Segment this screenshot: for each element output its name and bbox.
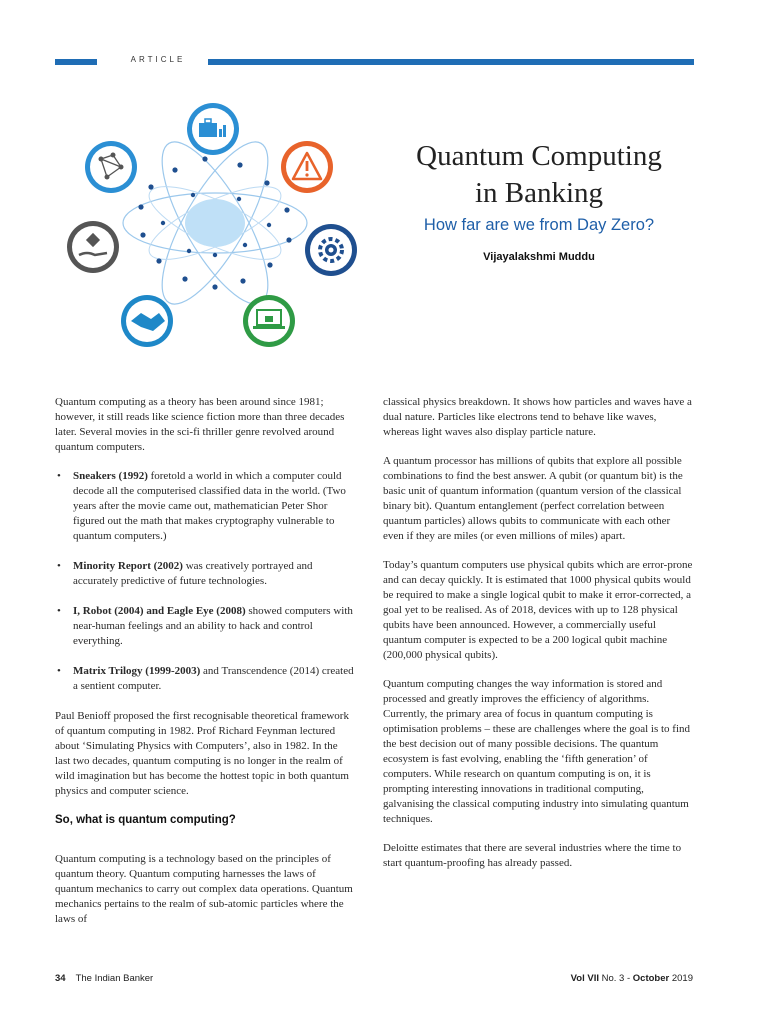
right-column — [383, 395, 693, 885]
header-rule-left — [55, 59, 97, 65]
warning-icon — [281, 141, 333, 193]
nucleus — [185, 199, 245, 247]
movie-list — [55, 469, 355, 694]
intro-paragraph: Quantum computing as a theory has been around since 1981; however, it still reads like science fiction more than three decades later. Several movies in the sci-fi thriller genre revolved around quantum computers. — [55, 396, 345, 453]
article-title-line-2: in Banking — [474, 177, 604, 209]
body-paragraph: Deloitte estimates that there are several industries where the time to start quantum-proofing has already passed. — [383, 842, 682, 869]
laptop-lock-icon — [243, 295, 295, 347]
list-item-text: and Transcendence (2014) created a sentient computer. — [73, 665, 354, 692]
footer-issue — [571, 973, 693, 984]
list-item — [73, 604, 355, 649]
briefcase-chart-icon — [187, 103, 239, 155]
list-item-text: foretold a world in which a computer could decode all the computerised classified data in the world. (Two years after the movie came out, mathematician Peter Shor figured out the math that makes cryptography vulnerable to quantum computers.) — [73, 470, 346, 542]
quantum-illustration — [55, 95, 375, 355]
publication-name: The Indian Banker — [75, 973, 154, 984]
section-label: ARTICLE — [130, 55, 186, 64]
header-rule-right — [208, 59, 694, 65]
body-paragraph: Quantum computing changes the way information is stored and processed and greatly improves the efficiency of algorithms. Currently, the primary area of focus in quantum computing is optimisation problems – these are challenges where the goal is to find the best decision out of many possible decisions. The quantum ecosystem is fast evolving, enabling the ‘fifth generation’ of computers. While research on quantum computing is on, it is prompting interesting innovations in traditional computing, galvanising the classical computing industry into simulating quantum techniques. — [383, 678, 691, 825]
list-item-bold: Minority Report (2002) — [73, 560, 183, 572]
footer-month: October — [632, 973, 670, 984]
gear-icon — [305, 224, 357, 276]
network-icon — [85, 141, 137, 193]
atom-graphic — [123, 128, 307, 317]
list-item — [73, 469, 355, 544]
footer-number: No. 3 - — [598, 973, 633, 984]
list-item-bold: Matrix Trilogy (1999-2003) — [73, 665, 201, 677]
history-paragraph: Paul Benioff proposed the first recognisable theoretical framework of quantum computing in 1982. Prof Richard Feynman lectured about ‘Simulating Physics with Computers’, also in 1982. In the last two decades, quantum computing is no longer in the realm of wild imagination but has become the hottest topic in both quantum physics and computer science. — [55, 710, 349, 797]
list-item — [73, 664, 355, 694]
footer-year: 2019 — [669, 973, 693, 984]
body-paragraph: A quantum processor has millions of qubits that explore all possible combinations to find the best answer. A qubit (or quantum bit) is the basic unit of quantum information (quantum version of the classical binary bit). Quantum entanglement (perfect correlation between quantum particles) allows qubits to communicate with each other even if they are miles (or even millions of miles) apart. — [383, 455, 683, 542]
article-title — [380, 138, 698, 212]
definition-paragraph: Quantum computing is a technology based on the principles of quantum theory. Quantum computing harnesses the laws of quantum mechanics to carry out complex data operations. Quantum mechanics pertains to the realm of sub-atomic particles where the laws of — [55, 853, 353, 925]
footer-volume: Vol VII — [570, 973, 599, 984]
handshake-icon — [121, 295, 173, 347]
article-subtitle: How far are we from Day Zero? — [423, 216, 655, 234]
hand-coins-icon — [67, 221, 119, 273]
footer-left — [55, 973, 153, 984]
list-item-bold: Sneakers (1992) — [73, 470, 148, 482]
article-author: Vijayalakshmi Muddu — [483, 251, 595, 263]
page-number: 34 — [55, 973, 66, 984]
list-item-text: was creatively portrayed and accurately predictive of future technologies. — [73, 560, 313, 587]
list-item — [73, 559, 355, 589]
section-heading: So, what is quantum computing? — [55, 814, 236, 826]
left-column — [55, 395, 355, 941]
article-title-line-1: Quantum Computing — [416, 140, 662, 172]
body-paragraph: Today’s quantum computers use physical qubits which are error-prone and can decay quickly. It is estimated that 1000 physical qubits would be required to make a single logical qubit to make it error-corrected, a goal yet to be realised. As of 2018, devices with up to 128 physical qubits have been announced. However, a commercially useful quantum computer is expected to be a 200 logical qubit machine (200,000 physical qubits). — [383, 559, 693, 661]
body-paragraph: classical physics breakdown. It shows how particles and waves have a dual nature. Particles like electrons tend to behave like waves, whereas light waves also display particle nature. — [383, 396, 692, 438]
list-item-bold: I, Robot (2004) and Eagle Eye (2008) — [73, 605, 246, 617]
list-item-text: showed computers with near-human feelings and an ability to hack and control everything. — [73, 605, 353, 647]
